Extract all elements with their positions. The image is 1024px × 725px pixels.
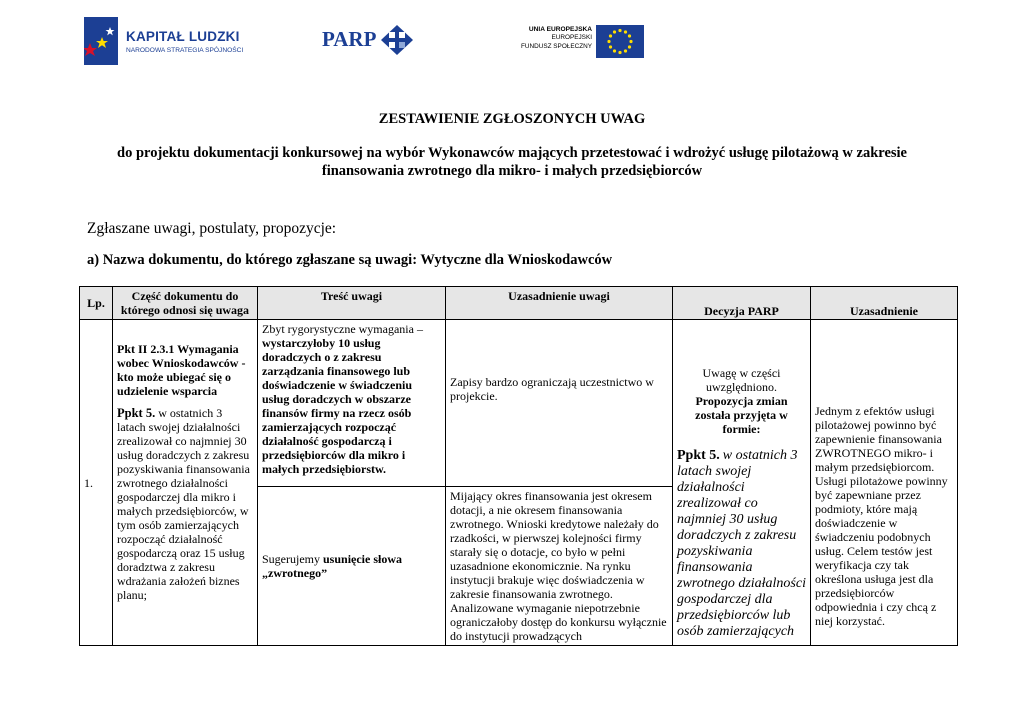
parp-wordmark: PARP xyxy=(322,27,377,51)
part-ppkt xyxy=(117,406,253,602)
decision-ppkt-label: Ppkt 5. xyxy=(677,448,720,463)
document-subtitle xyxy=(0,144,1024,180)
logo-unia-europejska xyxy=(520,25,648,59)
cell-content-b xyxy=(258,487,446,646)
cell-justification-a: Zapisy bardzo ograniczają uczestnictwo w projekcie. xyxy=(446,320,673,487)
content-a-prefix: Zbyt rygorystyczne wymagania – xyxy=(262,322,423,336)
decision-ppkt xyxy=(677,448,806,640)
decision-line1: Uwagę w części uwzględniono. xyxy=(702,366,781,394)
intro-text: Zgłaszane uwagi, postulaty, propozycje: xyxy=(87,220,337,237)
ue-line1: UNIA EUROPEJSKA xyxy=(528,26,592,33)
header-decision: Decyzja PARP xyxy=(673,287,811,320)
ue-line2: EUROPEJSKI xyxy=(551,34,592,42)
cell-content-a xyxy=(258,320,446,487)
section-a-heading: a) Nazwa dokumentu, do którego zgłaszane są uwagi: Wytyczne dla Wnioskodawców xyxy=(87,252,613,268)
cell-lp: 1. xyxy=(80,320,113,646)
kapital-ludzki-flag-icon xyxy=(84,17,118,65)
header-part: Część dokumentu do którego odnosi się uwaga xyxy=(113,287,258,320)
decision-bold: Propozycja zmian została przyjęta w formie: xyxy=(695,394,788,436)
comments-table xyxy=(79,286,958,646)
cell-reason: Jednym z efektów usługi pilotażowej powinno być zapewnienie finansowania ZWROTNEGO mikro- i małym przedsiębiorcom. Usługi pilotażowe powinny być zapewniane przez podmioty, które mają doświadczenie w świadczeniu podobnych usług. Celem testów jest weryfikacja czy tak określona usługa jest dla przedsiębiorców odpowiednia i czy chcą z niej korzystać. xyxy=(811,320,958,646)
content-b-prefix: Sugerujemy xyxy=(262,552,320,566)
ue-line3: FUNDUSZ SPOŁECZNY xyxy=(520,42,592,50)
header-content: Treść uwagi xyxy=(258,287,446,320)
content-b-bold: usunięcie słowa „zwrotnego” xyxy=(262,552,403,580)
logo-parp xyxy=(322,22,418,58)
cell-justification-b: Mijający okres finansowania jest okresem dotacji, a nie okresem finansowania zwrotnego. Wnioski kredytowe należały do rzadkości, w pierwszej kolejności firmy starały się o dotacje, co było w pełni uzasadnione ekonomicznie. Na rynku instytucji brakuje więc doświadczenia w zakresie finansowania zwrotnego. Analizowane wymaganie niepotrzebnie ograniczałoby dostęp do konkursu wyłącznie do instytucji prowadzących xyxy=(446,487,673,646)
document-subtitle-line2: finansowania zwrotnego dla mikro- i małych przedsiębiorców xyxy=(321,163,703,179)
logo-kapital-ludzki xyxy=(84,17,244,65)
decision-ppkt-text: w ostatnich 3 latach swojej działalności zrealizował co najmniej 30 usług doradczych z zakresu pozyskiwania finansowania zwrotnego działalności gospodarczej dla przedsiębiorców lub osób zamierzających xyxy=(677,448,806,639)
table-row xyxy=(80,320,958,487)
header-lp: Lp. xyxy=(80,287,113,320)
parp-diamond-icon xyxy=(380,24,414,56)
content-a-bold: wystarczyłoby 10 usług doradczych o z zakresu zarządzania finansowego lub doświadczenie w świadczeniu usług doradczych w obszarze finansów firmy na rzecz osób zamierzających rozpocząć działalność gospodarczą i przedsiębiorców dla mikro i małych przedsiębiorstw. xyxy=(262,336,412,476)
table-header-row xyxy=(80,287,958,320)
cell-decision xyxy=(673,320,811,646)
header-reason: Uzasadnienie xyxy=(811,287,958,320)
kapital-ludzki-subtitle: NARODOWA STRATEGIA SPÓJNOŚCI xyxy=(126,47,244,54)
header-justification: Uzasadnienie uwagi xyxy=(446,287,673,320)
part-heading: Pkt II 2.3.1 Wymagania wobec Wnioskodawców - kto może ubiegać się o udzielenie wsparcia xyxy=(117,342,246,398)
document-title: ZESTAWIENIE ZGŁOSZONYCH UWAG xyxy=(378,111,646,127)
ue-logo-text xyxy=(521,26,592,51)
document-subtitle-line1: do projektu dokumentacji konkursowej na wybór Wykonawców mających przetestować i wdrożyć usługę pilotażową w zakresie xyxy=(117,145,907,161)
part-ppkt-text: w ostatnich 3 latach swojej działalności zrealizował co najmniej 30 usług doradczych z zakresu pozyskiwania finansowania zwrotnego działalności gospodarczej dla mikro i małych przedsiębiorców, w tym osób zamierzających rozpocząć działalność gospodarczą oraz 15 usług doradztwa z zakresu wdrażania założeń biznes planu; xyxy=(117,406,250,602)
eu-flag-icon xyxy=(596,25,644,58)
kapital-ludzki-title: KAPITAŁ LUDZKI xyxy=(126,29,240,44)
part-ppkt-label: Ppkt 5. xyxy=(117,406,156,420)
cell-part xyxy=(113,320,258,646)
